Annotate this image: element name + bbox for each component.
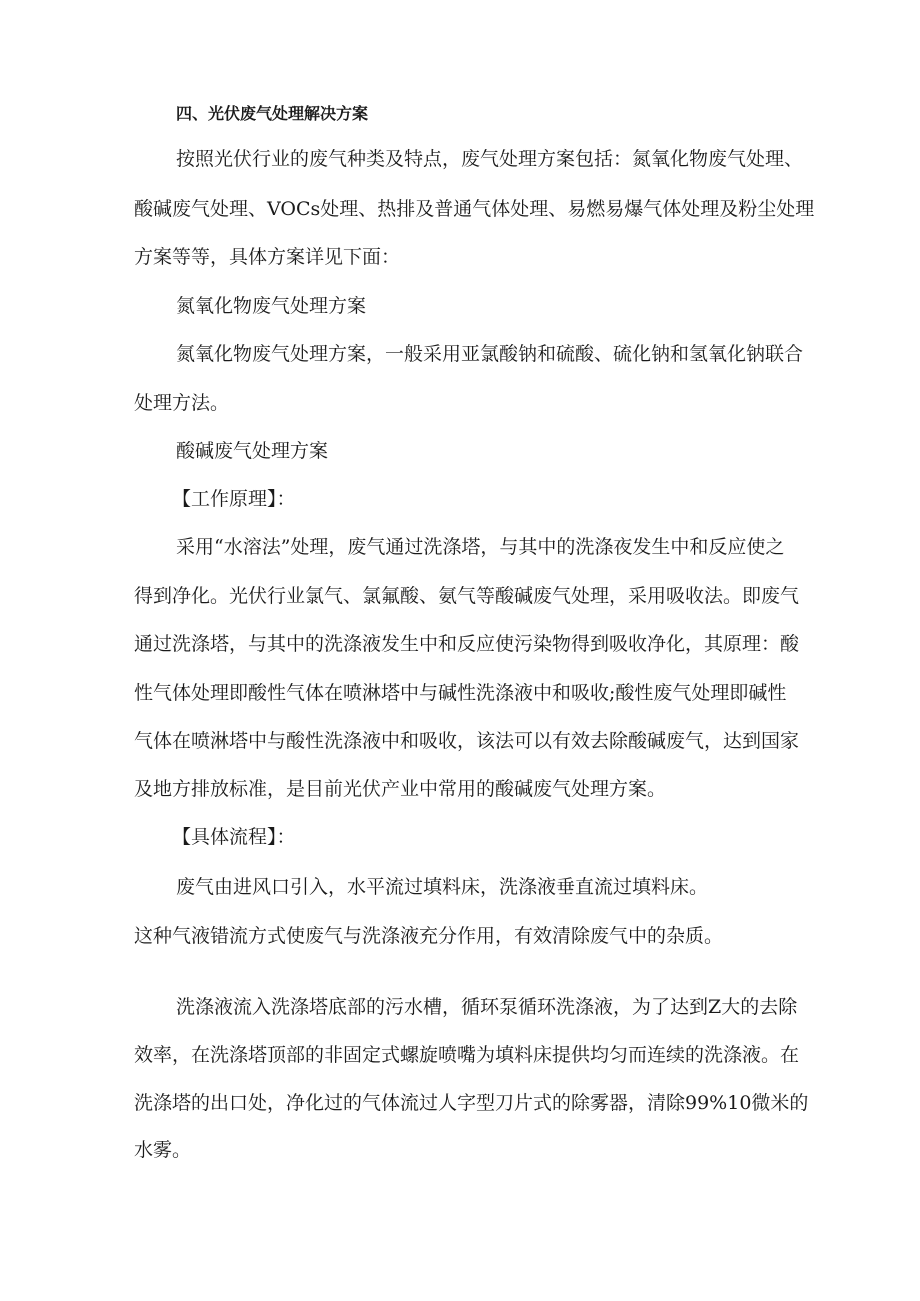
paragraph-line: 效率，在洗涤塔顶部的非固定式螺旋喷嘴为填料床提供均匀而连续的洗涤液。在 bbox=[134, 1044, 800, 1066]
paragraph-line: 按照光伏行业的废气种类及特点，废气处理方案包括：氮氧化物废气处理、 bbox=[176, 148, 804, 170]
subheading-nox: 氮氧化物废气处理方案 bbox=[176, 295, 367, 317]
paragraph-line: 洗涤液流入洗涤塔底部的污水槽，循环泵循环洗涤液，为了达到Z大的去除 bbox=[176, 996, 798, 1018]
paragraph-line: 采用“水溶法”处理，废气通过洗涤塔，与其中的洗涤夜发生中和反应使之 bbox=[176, 536, 785, 558]
paragraph-line: 及地方排放标准，是目前光伏产业中常用的酸碱废气处理方案。 bbox=[134, 778, 667, 800]
paragraph-line: 洗涤塔的出口处，净化过的气体流过人字型刀片式的除雾器，清除99%10微米的 bbox=[134, 1092, 809, 1114]
label-specific-process: 【具体流程】： bbox=[172, 826, 296, 848]
paragraph-line: 处理方法。 bbox=[134, 392, 230, 414]
paragraph-line: 通过洗涤塔，与其中的洗涤液发生中和反应使污染物得到吸收净化，其原理：酸 bbox=[134, 633, 800, 655]
paragraph-line: 酸碱废气处理、VOCs处理、热排及普通气体处理、易燃易爆气体处理及粉尘处理 bbox=[134, 198, 815, 220]
paragraph-line: 水雾。 bbox=[134, 1139, 192, 1161]
subheading-acid-base: 酸碱废气处理方案 bbox=[176, 440, 329, 462]
paragraph-line: 这种气液错流方式使废气与洗涤液充分作用，有效清除废气中的杂质。 bbox=[134, 925, 724, 947]
paragraph-line: 得到净化。光伏行业氯气、氯氟酸、氨气等酸碱废气处理，采用吸收法。即废气 bbox=[134, 585, 800, 607]
label-working-principle: 【工作原理】： bbox=[172, 488, 296, 510]
paragraph-line: 方案等等，具体方案详见下面： bbox=[134, 246, 401, 268]
paragraph-line: 废气由进风口引入，水平流过填料床，洗涤液垂直流过填料床。 bbox=[176, 876, 709, 898]
paragraph-line: 性气体处理即酸性气体在喷淋塔中与碱性洗涤液中和吸收;酸性废气处理即碱性 bbox=[134, 682, 787, 704]
section-heading: 四、光伏废气处理解决方案 bbox=[176, 104, 369, 123]
paragraph-line: 气体在喷淋塔中与酸性洗涤液中和吸收，该法可以有效去除酸碱废气，达到国家 bbox=[134, 730, 800, 752]
paragraph-line: 氮氧化物废气处理方案，一般采用亚氯酸钠和硫酸、硫化钠和氢氧化钠联合 bbox=[176, 343, 804, 365]
